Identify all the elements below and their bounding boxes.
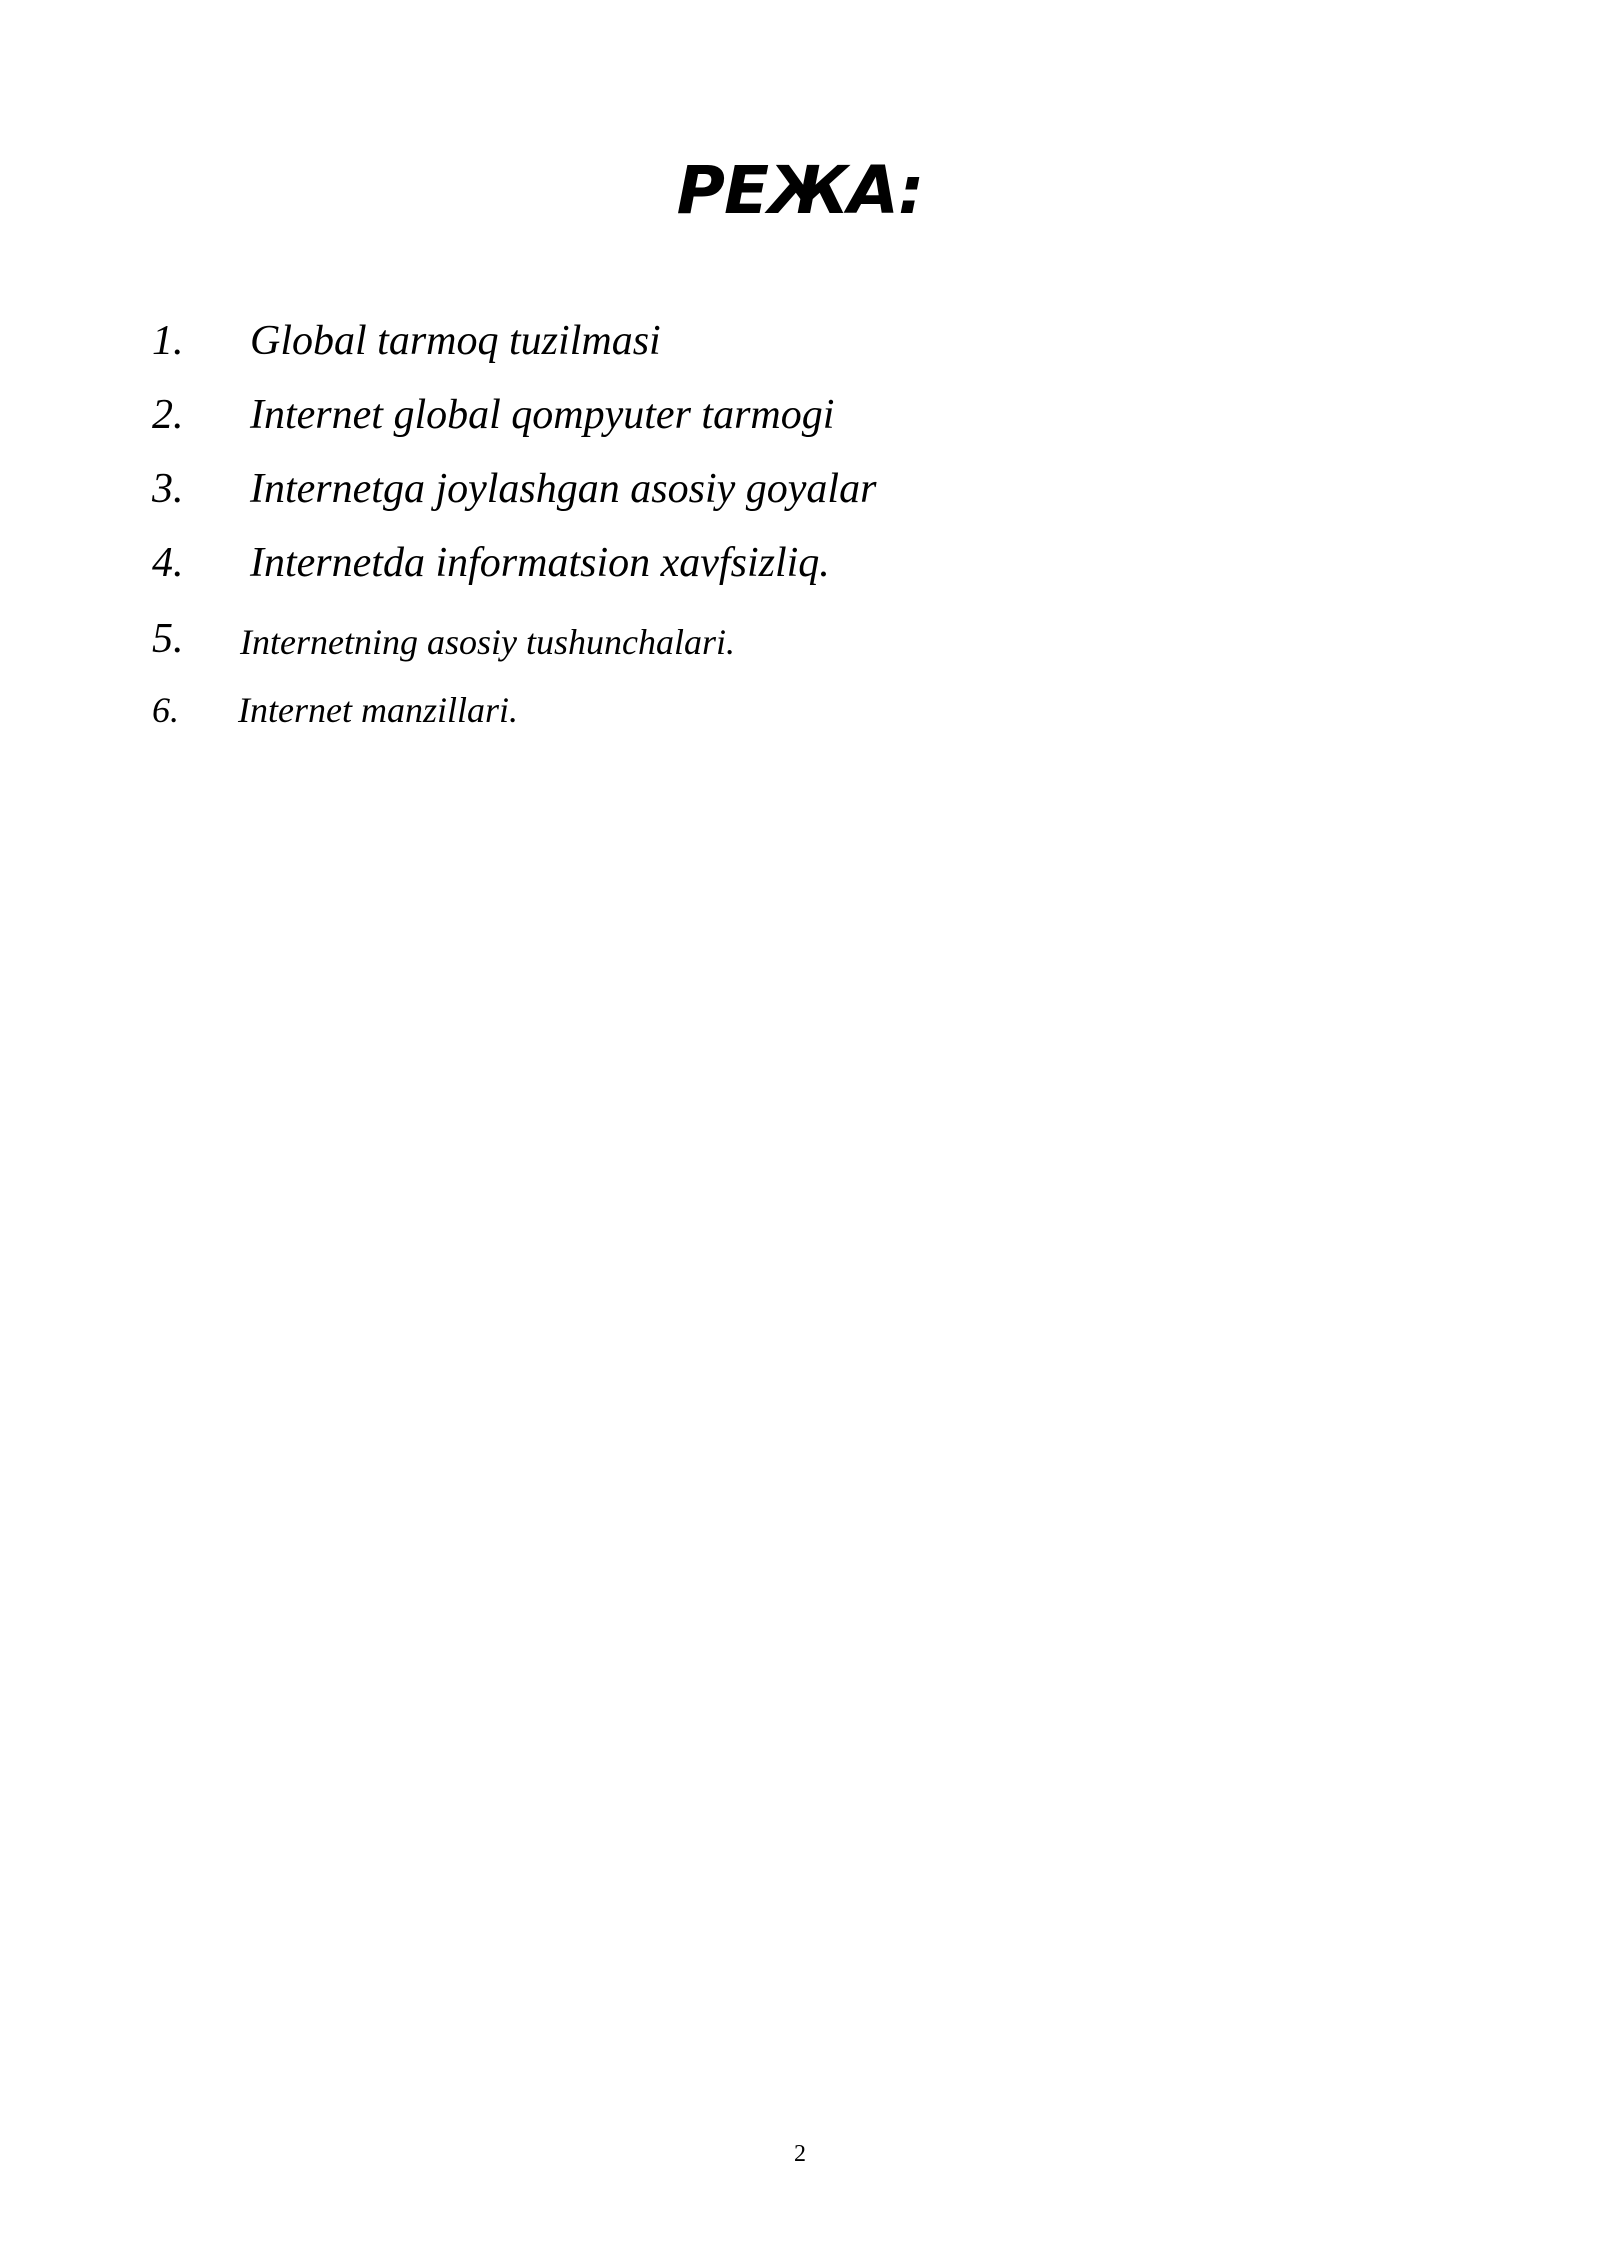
plan-item-number: 4. xyxy=(152,540,184,586)
plan-item-text: Internet manzillari. xyxy=(238,690,518,730)
plan-item-number: 5. xyxy=(152,616,184,662)
plan-item-number: 6. xyxy=(152,690,179,730)
plan-item-number: 3. xyxy=(152,466,184,512)
page-number: 2 xyxy=(794,2141,806,2167)
plan-item-number: 2. xyxy=(152,392,184,438)
plan-item-text: Global tarmoq tuzilmasi xyxy=(250,318,661,364)
page-title: РЕЖА: xyxy=(676,152,924,229)
plan-item-text: Internet global qompyuter tarmogi xyxy=(250,392,835,438)
plan-item-text: Internetda informatsion xavfsizliq. xyxy=(250,540,830,586)
plan-item-text: Internetning asosiy tushunchalari. xyxy=(240,622,735,662)
plan-item-number: 1. xyxy=(152,318,184,364)
plan-item-text: Internetga joylashgan asosiy goyalar xyxy=(250,466,877,512)
